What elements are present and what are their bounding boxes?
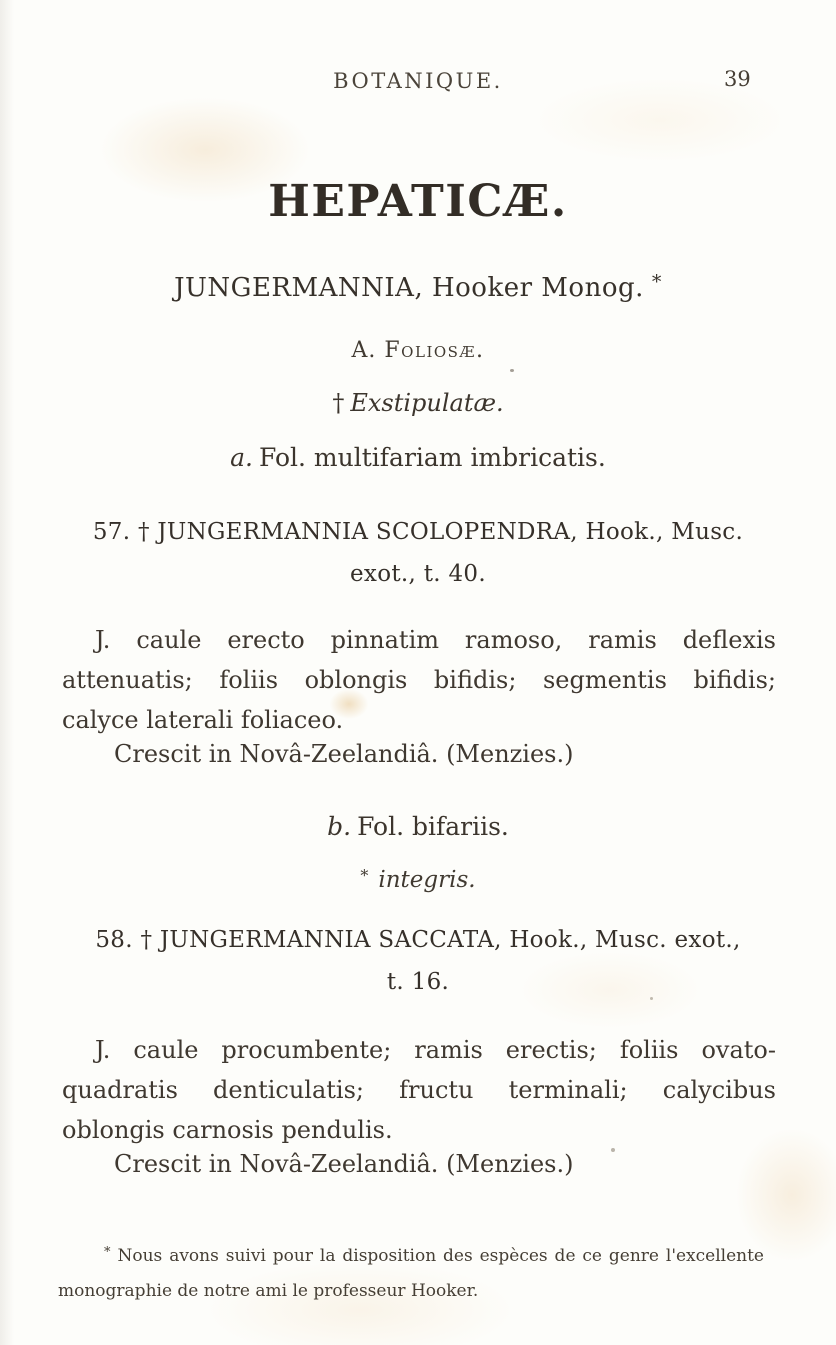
page-number: 39 xyxy=(724,67,751,91)
species-57-heading-line1: 57. † JUNGERMANNIA SCOLOPENDRA, Hook., Musc. xyxy=(92,519,744,545)
description-line: calyce laterali foliaceo. xyxy=(62,706,344,734)
genus-footnote-marker: * xyxy=(651,271,662,293)
ink-speck xyxy=(650,997,653,1000)
genus-heading-text: JUNGERMANNIA, Hooker Monog. xyxy=(174,273,644,303)
ink-speck xyxy=(510,369,514,372)
subdivision-a-text: Fol. multifariam imbricatis. xyxy=(259,443,606,472)
subdivision-a xyxy=(0,443,836,472)
division-foliosae xyxy=(0,338,836,363)
species-58-habitat: Crescit in Novâ-Zeelandiâ. (Menzies.) xyxy=(114,1150,574,1178)
subdivision-b-label: b. xyxy=(327,812,352,841)
footnote-marker: * xyxy=(104,1245,111,1260)
description-line: quadratis denticulatis; fructu terminali; calycibus xyxy=(62,1076,776,1104)
description-line: attenuatis; foliis oblongis bifidis; segmentis bifidis; xyxy=(62,666,776,694)
subdivision-exstipulatae xyxy=(0,389,836,417)
footnote-line xyxy=(58,1233,764,1272)
genus-heading xyxy=(0,271,836,303)
subdivision-integris-text: integris. xyxy=(378,867,476,893)
dagger-symbol: † xyxy=(332,389,345,417)
footnote xyxy=(58,1233,764,1311)
species-58-heading-line2: t. 16. xyxy=(386,969,450,995)
subdivision-b-text: Fol. bifariis. xyxy=(357,812,509,841)
footnote-text-line2: monographie de notre ami le professeur Hooker. xyxy=(58,1281,479,1301)
species-58-heading-line1: 58. † JUNGERMANNIA SACCATA, Hook., Musc. exot., xyxy=(95,927,741,953)
subdivision-a-label: a. xyxy=(230,443,254,472)
species-57-heading-line2: exot., t. 40. xyxy=(350,561,486,587)
running-header: BOTANIQUE. xyxy=(333,69,503,93)
description-line: J. caule procumbente; ramis erectis; foliis ovato- xyxy=(95,1036,776,1064)
species-58-description xyxy=(62,1030,776,1150)
description-line: J. caule erecto pinnatim ramoso, ramis deflexis xyxy=(95,626,776,654)
section-title: HEPATICÆ. xyxy=(268,176,568,227)
species-57-habitat: Crescit in Novâ-Zeelandiâ. (Menzies.) xyxy=(114,740,574,768)
subdivision-b xyxy=(0,812,836,841)
subdivision-name: Exstipulatæ. xyxy=(350,389,504,417)
species-57-description xyxy=(62,620,776,740)
subdivision-integris xyxy=(0,866,836,893)
description-line: oblongis carnosis pendulis. xyxy=(62,1116,393,1144)
division-label: A. xyxy=(351,338,377,363)
asterisk-marker: * xyxy=(360,866,369,885)
ink-speck xyxy=(611,1148,615,1152)
division-name: Foliosæ. xyxy=(384,338,485,363)
footnote-text-line1: Nous avons suivi pour la disposition des espèces de ce genre l'excellente xyxy=(117,1246,764,1266)
